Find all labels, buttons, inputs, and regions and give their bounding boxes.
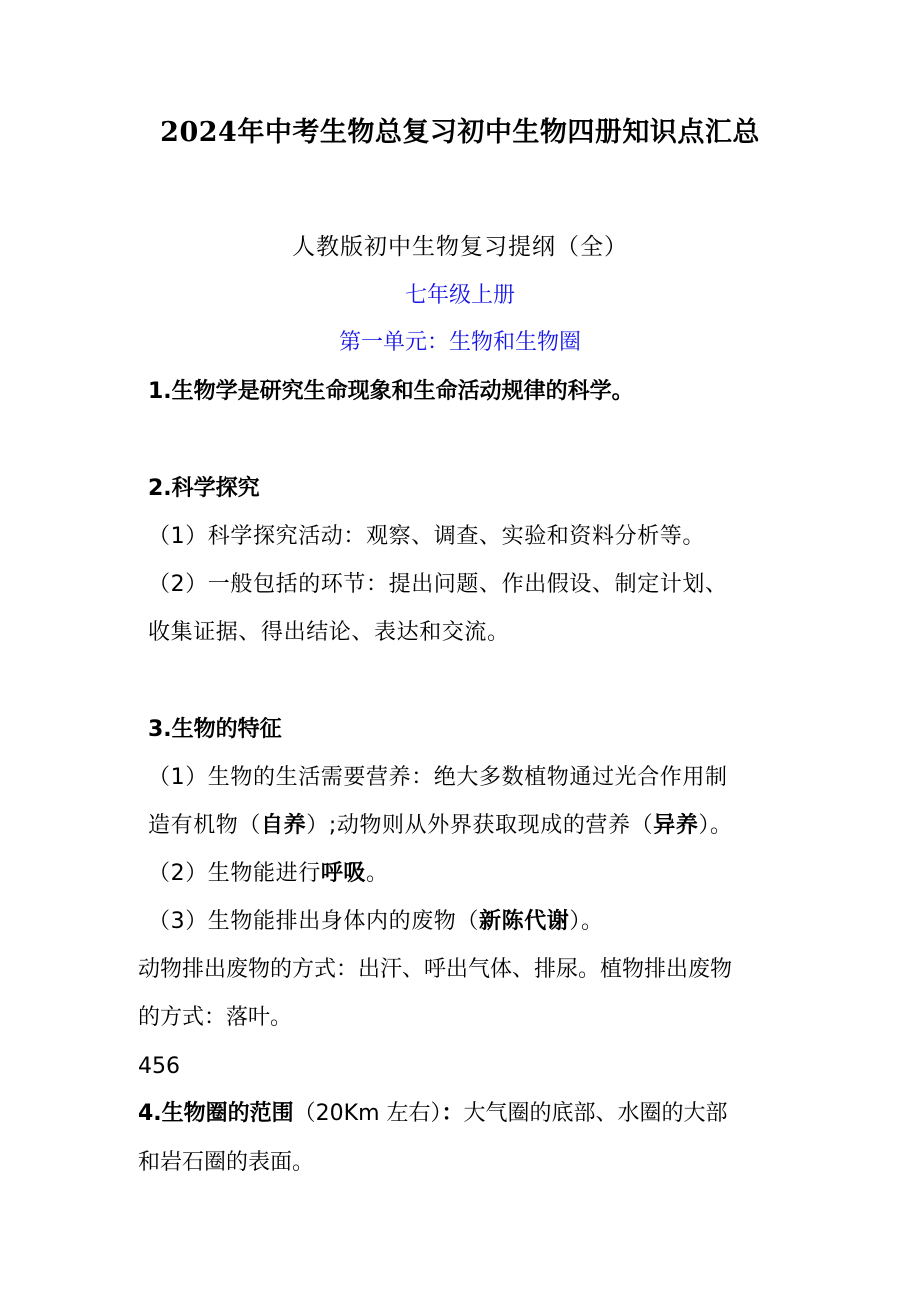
point-4-line2: 和岩石圈的表面。 [138,1150,315,1175]
heading-3: 3.生物的特征 [148,717,282,742]
page-number-text: 456 [138,1054,180,1079]
document-subtitle: 人教版初中生物复习提纲（全） [292,234,628,260]
document-title: 2024年中考生物总复习初中生物四册知识点汇总 [160,117,760,148]
item-3-3-text-b: ）。 [569,909,604,934]
item-3-1-text-b: ）;动物则从外界获取现成的营养（ [306,813,654,838]
item-3-1-bold-heterotroph: 异养 [653,813,699,838]
item-3-3-bold: 新陈代谢 [479,909,570,934]
item-3-4-line2: 的方式：落叶。 [138,1005,293,1030]
item-3-1-line2 [148,811,733,841]
item-3-2-bold: 呼吸 [320,861,367,886]
point-4-line1 [138,1099,728,1129]
point-4-colon: ： [441,1101,464,1126]
point-4-range: （20Km 左右） [293,1101,442,1126]
item-3-1-text-c: ）。 [698,813,733,838]
item-3-1-text-a: 造有机物（ [148,813,262,838]
item-3-1-bold-autotroph: 自养 [261,813,307,838]
item-3-1-line1: （1）生物的生活需要营养：绝大多数植物通过光合作用制 [148,765,728,790]
item-3-2-text-a: （2）生物能进行 [148,861,321,886]
item-3-3 [148,907,604,937]
item-3-2 [148,859,389,889]
point-1: 1.生物学是研究生命现象和生命活动规律的科学。 [148,379,634,404]
item-2-2-line1: （2）一般包括的环节：提出问题、作出假设、制定计划、 [148,572,728,597]
item-3-4-line1: 动物排出废物的方式：出汗、呼出气体、排尿。植物排出废物 [138,957,733,982]
grade-heading: 七年级上册 [404,283,515,308]
point-4-text: 大气圈的底部、水圈的大部 [463,1101,728,1126]
point-4-bold-heading: 4.生物圈的范围 [138,1101,294,1126]
unit-heading: 第一单元：生物和生物圈 [338,330,581,355]
item-2-1: （1）科学探究活动：观察、调查、实验和资料分析等。 [148,524,705,549]
item-3-3-text-a: （3）生物能排出身体内的废物（ [148,909,479,934]
heading-2: 2.科学探究 [148,476,260,501]
item-3-2-text-b: 。 [366,861,389,886]
item-2-2-line2: 收集证据、得出结论、表达和交流。 [148,620,510,645]
